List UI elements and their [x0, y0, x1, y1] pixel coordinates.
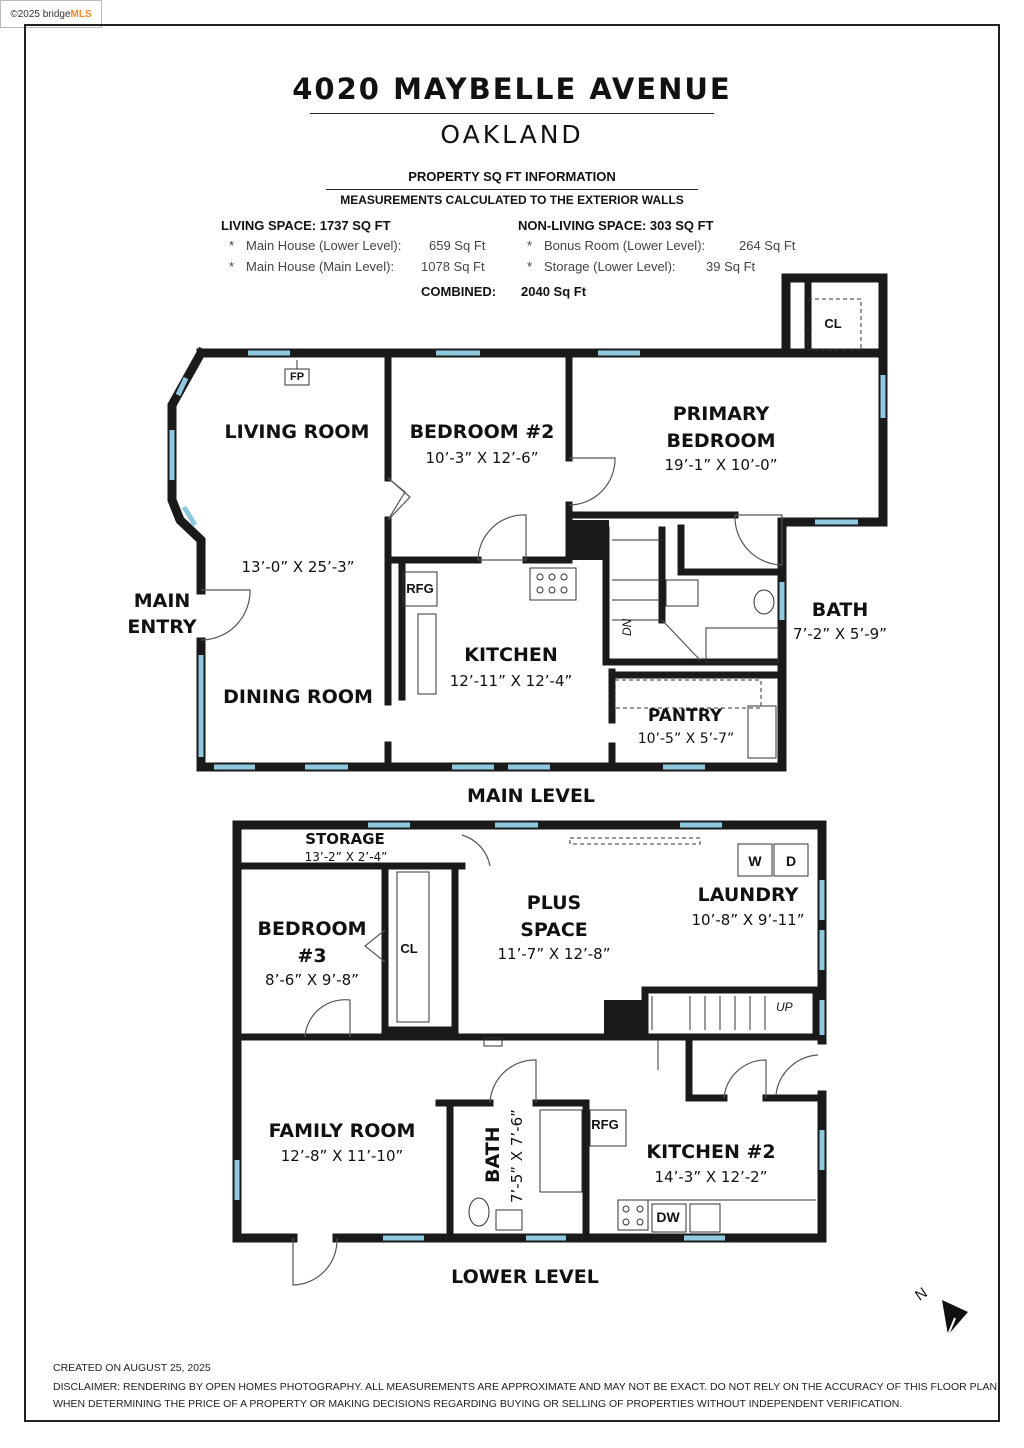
storage-label: STORAGE — [305, 830, 385, 848]
kitchen-dim: 12’-11” X 12’-4” — [449, 672, 573, 690]
sqft-heading: PROPERTY SQ FT INFORMATION — [408, 169, 616, 184]
kitchen-2-dim: 14’-3” X 12’-2” — [654, 1168, 768, 1186]
dryer-label: D — [785, 853, 797, 869]
closet-lower-label: CL — [400, 941, 418, 956]
washer-label: W — [748, 853, 762, 869]
laundry-dim: 10’-8” X 9’-11” — [691, 911, 805, 929]
kitchen-label: KITCHEN — [464, 644, 558, 666]
compass-north-label: N — [912, 1284, 931, 1305]
nonliving-item-value-1: 264 Sq Ft — [739, 238, 796, 253]
storage-dim: 13’-2” X 2’-4” — [304, 850, 388, 864]
combined-label: COMBINED: — [421, 284, 497, 299]
fireplace-label: FP — [289, 371, 305, 383]
nonliving-item-bullet-1: * — [527, 238, 533, 253]
bedroom-2-label: BEDROOM #2 — [409, 421, 555, 443]
badge-copyright: ©2025 bridge — [10, 8, 71, 20]
living-item-value-1: 659 Sq Ft — [429, 238, 486, 253]
bath-dim: 7’-2” X 5’-9” — [793, 625, 887, 643]
closet-label: CL — [824, 316, 842, 331]
bath-lower-label: BATH — [482, 1126, 504, 1183]
living-room-dim: 13’-0” X 25’-3” — [241, 558, 355, 576]
living-item-name-1: Main House (Lower Level): — [246, 238, 402, 253]
living-room-label: LIVING ROOM — [224, 421, 370, 443]
plus-space-label-1: PLUS — [526, 892, 582, 914]
city-title: OAKLAND — [440, 120, 584, 149]
kitchen-2-label: KITCHEN #2 — [646, 1141, 776, 1163]
bedroom-2-dim: 10’-3” X 12’-6” — [425, 449, 539, 467]
living-item-name-2: Main House (Main Level): — [246, 259, 395, 274]
badge-mls: MLS — [70, 8, 92, 20]
bedroom-3-label-2: #3 — [297, 945, 327, 967]
nonliving-item-bullet-2: * — [527, 259, 533, 274]
nonliving-item-name-1: Bonus Room (Lower Level): — [544, 238, 706, 253]
living-item-bullet-1: * — [229, 238, 235, 253]
primary-bedroom-dim: 19’-1” X 10’-0” — [664, 456, 778, 474]
main-entry-label-1: MAIN — [133, 590, 191, 612]
combined-value: 2040 Sq Ft — [521, 284, 587, 299]
created-date: CREATED ON AUGUST 25, 2025 — [53, 1362, 211, 1374]
refrigerator-label: RFG — [406, 581, 434, 596]
main-entry-label-2: ENTRY — [127, 616, 197, 638]
address-title: 4020 MAYBELLE AVENUE — [292, 72, 732, 106]
bedroom-3-label-1: BEDROOM — [257, 918, 367, 940]
plus-space-dim: 11’-7” X 12’-8” — [497, 945, 611, 963]
family-room-dim: 12’-8” X 11’-10” — [280, 1147, 404, 1165]
refrigerator-lower-label: RFG — [591, 1117, 619, 1132]
main-level-label: MAIN LEVEL — [466, 785, 596, 807]
family-room-label: FAMILY ROOM — [268, 1120, 416, 1142]
living-space-label: LIVING SPACE: 1737 SQ FT — [221, 218, 391, 233]
nonliving-space-label: NON-LIVING SPACE: 303 SQ FT — [518, 218, 714, 233]
stairs-down-label: DN — [620, 618, 634, 636]
compass-icon — [942, 1300, 968, 1335]
bath-label: BATH — [811, 599, 869, 621]
laundry-label: LAUNDRY — [697, 884, 799, 906]
dining-room-label: DINING ROOM — [223, 686, 373, 708]
bath-lower-dim: 7’-5” X 7’-6” — [508, 1109, 526, 1203]
pantry-dim: 10’-5” X 5’-7” — [637, 731, 735, 747]
primary-bedroom-label-2: BEDROOM — [666, 430, 776, 452]
dishwasher-label: DW — [656, 1209, 680, 1225]
bedroom-3-dim: 8’-6” X 9’-8” — [265, 971, 359, 989]
living-item-value-2: 1078 Sq Ft — [421, 259, 485, 274]
nonliving-item-name-2: Storage (Lower Level): — [544, 259, 676, 274]
pantry-label: PANTRY — [647, 706, 723, 726]
living-item-bullet-2: * — [229, 259, 235, 274]
lower-level-label: LOWER LEVEL — [451, 1266, 599, 1288]
stairs-up-label: UP — [776, 1000, 793, 1014]
nonliving-item-value-2: 39 Sq Ft — [706, 259, 756, 274]
primary-bedroom-label-1: PRIMARY — [672, 403, 770, 425]
disclaimer-line-2: WHEN DETERMINING THE PRICE OF A PROPERTY OR MAKING DECISIONS REGARDING BUYING OR SELLING OF PROPERTIES WITHOUT INDEPENDENT VERIFICATION. — [53, 1398, 903, 1410]
disclaimer-line-1: DISCLAIMER: RENDERING BY OPEN HOMES PHOTOGRAPHY. ALL MEASUREMENTS ARE APPROXIMATE AND MAY NOT BE EXACT. DO NOT RELY ON THE ACCURACY OF THIS FLOOR PLAN — [53, 1381, 998, 1393]
plus-space-label-2: SPACE — [520, 919, 588, 941]
sqft-subheading: MEASUREMENTS CALCULATED TO THE EXTERIOR WALLS — [340, 193, 684, 207]
